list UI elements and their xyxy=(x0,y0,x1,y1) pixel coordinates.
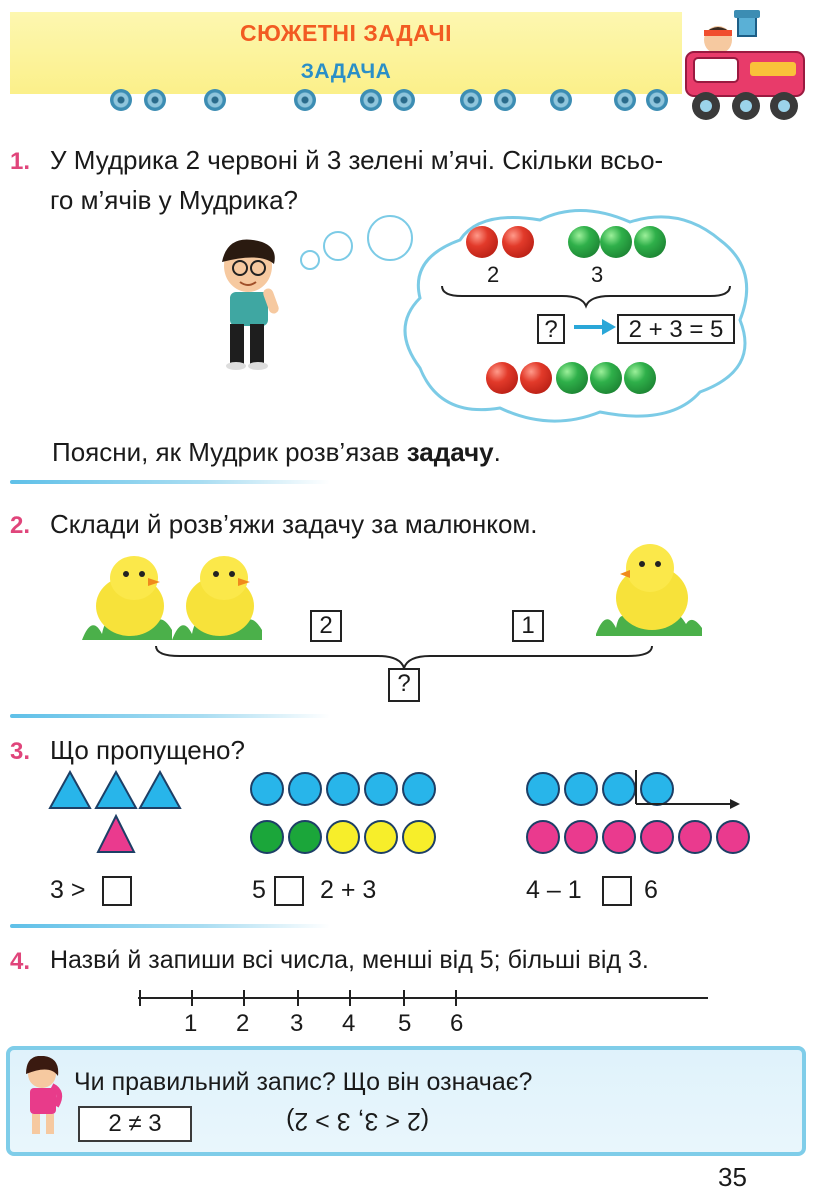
task-number: 2. xyxy=(10,512,31,539)
tick-label: 6 xyxy=(450,1010,464,1037)
number-line xyxy=(136,988,716,1012)
circle-pink xyxy=(716,820,750,854)
circle-blue xyxy=(250,772,284,806)
chick-icon xyxy=(82,552,182,642)
divider xyxy=(10,480,330,484)
expression-3-left: 4 – 1 xyxy=(526,876,582,904)
circle-blue xyxy=(602,772,636,806)
circle-yellow xyxy=(364,820,398,854)
tick-label: 4 xyxy=(342,1010,356,1037)
circle-blue xyxy=(564,772,598,806)
expression-3-right: 6 xyxy=(644,876,658,904)
inequality-box: 2 ≠ 3 xyxy=(78,1106,192,1142)
locomotive-icon xyxy=(680,6,810,124)
green-ball xyxy=(624,362,656,394)
brace-icon xyxy=(438,284,738,314)
divider xyxy=(10,924,330,928)
explain-bold-word: задачу xyxy=(406,437,494,467)
tick-label: 3 xyxy=(290,1010,304,1037)
wheel-icon xyxy=(204,89,226,111)
task-text: Назви́ й запиши всі числа, менші від 5; більші від 3. xyxy=(50,946,649,974)
circle-blue xyxy=(364,772,398,806)
arrow-right-icon xyxy=(572,316,618,338)
expression-1: 3 > xyxy=(50,876,86,904)
answer-box[interactable] xyxy=(274,876,304,906)
wheel-icon xyxy=(360,89,382,111)
mirrored-hint: (2 < 3, 3 > 2) xyxy=(286,1107,430,1135)
green-count: 3 xyxy=(591,262,604,287)
green-ball xyxy=(634,226,666,258)
red-ball xyxy=(486,362,518,394)
task-text-line1: У Мудрика 2 червоні й 3 зелені м’ячі. Скільки всьо- xyxy=(50,145,664,175)
green-ball xyxy=(590,362,622,394)
circle-pink xyxy=(602,820,636,854)
circle-pink xyxy=(678,820,712,854)
arrow-right-icon xyxy=(632,770,744,810)
expression-2-left: 5 xyxy=(252,876,266,904)
girl-character-icon xyxy=(18,1056,68,1142)
boy-character-icon xyxy=(208,236,298,372)
tick-label: 1 xyxy=(184,1010,198,1037)
circle-blue xyxy=(288,772,322,806)
red-count: 2 xyxy=(487,262,500,287)
total-box: ? xyxy=(388,668,420,702)
train-rail xyxy=(10,93,710,101)
circle-pink xyxy=(526,820,560,854)
wheel-icon xyxy=(294,89,316,111)
wheel-icon xyxy=(614,89,636,111)
circle-pink xyxy=(564,820,598,854)
count-box-left: 2 xyxy=(310,610,342,642)
circle-green xyxy=(288,820,322,854)
task-number: 1. xyxy=(10,148,31,175)
circle-pink xyxy=(640,820,674,854)
expression-2-right: 2 + 3 xyxy=(320,876,377,904)
task-text: Склади й розв’яжи задачу за малюнком. xyxy=(50,509,538,539)
wheel-icon xyxy=(494,89,516,111)
task-text-line2: го м’ячів у Мудрика? xyxy=(50,185,299,215)
divider xyxy=(10,714,330,718)
wheel-icon xyxy=(144,89,166,111)
circle-blue xyxy=(326,772,360,806)
answer-box[interactable] xyxy=(602,876,632,906)
circle-yellow xyxy=(402,820,436,854)
explain-text: Поясни, як Мудрик розв’язав задачу. xyxy=(52,437,501,467)
chick-icon xyxy=(172,552,272,642)
circle-yellow xyxy=(326,820,360,854)
page-number: 35 xyxy=(718,1162,747,1192)
wheel-icon xyxy=(460,89,482,111)
task-number: 3. xyxy=(10,738,31,765)
wheel-icon xyxy=(646,89,668,111)
tick-label: 2 xyxy=(236,1010,250,1037)
green-ball xyxy=(556,362,588,394)
circle-blue xyxy=(526,772,560,806)
chick-icon xyxy=(596,540,702,636)
section-title: СЮЖЕТНІ ЗАДАЧІ xyxy=(240,20,452,46)
red-ball xyxy=(466,226,498,258)
wheel-icon xyxy=(550,89,572,111)
circle-blue xyxy=(402,772,436,806)
answer-box[interactable] xyxy=(102,876,132,906)
green-ball xyxy=(568,226,600,258)
tick-label: 5 xyxy=(398,1010,412,1037)
red-ball xyxy=(520,362,552,394)
circle-green xyxy=(250,820,284,854)
count-box-right: 1 xyxy=(512,610,544,642)
triangles-group xyxy=(48,770,188,856)
task-text: Що пропущено? xyxy=(50,735,245,765)
bonus-question: Чи правильний запис? Що він означає? xyxy=(74,1068,533,1096)
red-ball xyxy=(502,226,534,258)
question-box: ? xyxy=(537,314,565,344)
green-ball xyxy=(600,226,632,258)
section-subtitle: ЗАДАЧА xyxy=(300,60,392,83)
task-number: 4. xyxy=(10,948,31,975)
equation-box: 2 + 3 = 5 xyxy=(617,314,735,344)
wheel-icon xyxy=(393,89,415,111)
wheel-icon xyxy=(110,89,132,111)
